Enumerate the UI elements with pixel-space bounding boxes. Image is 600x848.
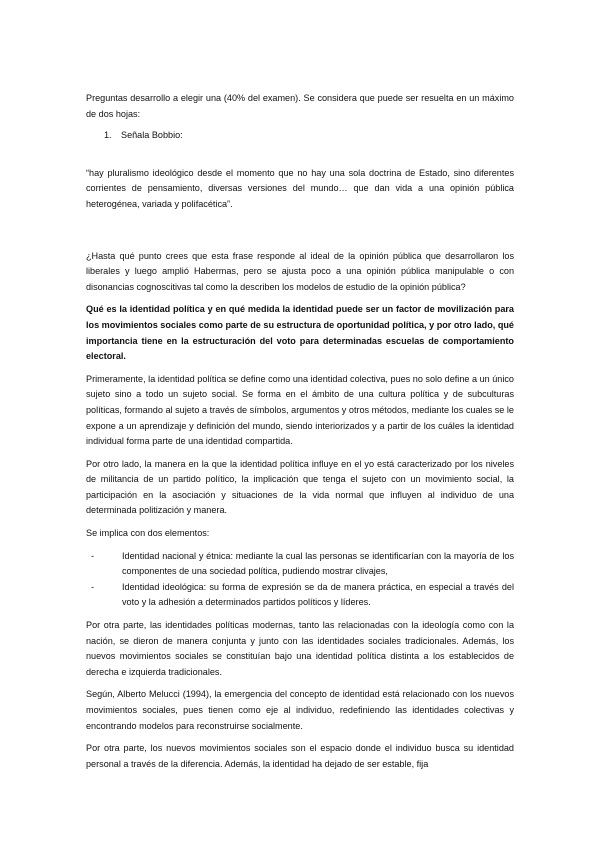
paragraph-1: Primeramente, la identidad política se define como una identidad colectiva, pues no solo define a un único sujeto sino a todo un sujeto social. Se forma en el ámbito de una cultura política y de subculturas políticas, formando al sujeto a través de símbolos, argumentos y otros métodos, mediante los cuales se le expone a un aprendizaje y definición del mundo, siendo interiorizados y a partir de los cuáles la identidad individual forma parte de una identidad compartida. xyxy=(86,373,514,447)
bobbio-quote: “hay pluralismo ideológico desde el momento que no hay una sola doctrina de Estado, sino diferentes corrientes de pensamiento, diversas versiones del mundo… que dan vida a una opinión pública heterogénea, variada y polifacética”. xyxy=(86,167,514,209)
bullet-marker: - xyxy=(91,550,95,561)
paragraph-5: Según, Alberto Melucci (1994), la emergencia del concepto de identidad está relacionado con los nuevos movimientos sociales, pues tienen como eje al individuo, redefiniendo las identidades colectivas y encontrando modelos para reconstruirse socialmente. xyxy=(86,689,514,731)
numbered-item xyxy=(104,128,514,144)
question-text: ¿Hasta qué punto crees que esta frase responde al ideal de la opinión pública que desarrollaron los liberales y luego amplió Habermas, pero se ajusta poco a una opinión pública manipulable o con disonancias cognoscitivas tal como la describen los modelos de estudio de la opinión pública? xyxy=(86,250,514,292)
bullet-text: Identidad nacional y étnica: mediante la cual las personas se identificarían con la mayoría de los componentes de una sociedad política, pudiendo mostrar clivajes, xyxy=(122,550,514,577)
paragraph-4: Por otra parte, las identidades políticas modernas, tanto las relacionadas con la ideología como con la nación, se dieron de manera conjunta y junto con las identidades sociales tradicionales. Además, los nuevos movimientos sociales se constituían bajo una identidad política distinta a los establecidos de derecha e izquierda tradicionales. xyxy=(86,620,514,677)
item-number: 1. xyxy=(104,130,112,141)
bullet-list xyxy=(86,549,514,611)
item-label: Señala Bobbio: xyxy=(121,130,183,141)
list-item xyxy=(91,549,514,580)
paragraph-2: Por otro lado, la manera en la que la identidad política influye en el yo está caracterizado por los niveles de militancia de un partido político, la implicación que tenga el sujeto con un movimiento social, la participación en la asociación y situaciones de la vida normal que influyen al individuo de una determinada politización y manera. xyxy=(86,458,514,516)
bullet-marker: - xyxy=(91,581,95,592)
bold-question: Qué es la identidad política y en qué medida la identidad puede ser un factor de movilización para los movimientos sociales como parte de su estructura de oportunidad política, y por otro lado, qué importancia tiene en la estructuración del voto para determinadas escuelas de comportamiento electoral. xyxy=(86,304,514,362)
paragraph-6: Por otra parte, los nuevos movimientos sociales son el espacio donde el individuo busca su identidad personal a través de la diferencia. Además, la identidad ha dejado de ser estable, fija xyxy=(86,743,514,769)
intro-text: Preguntas desarrollo a elegir una (40% del examen). Se considera que puede ser resuelta en un máximo de dos hojas: xyxy=(86,93,514,119)
paragraph-3: Se implica con dos elementos: xyxy=(86,528,210,539)
bullet-text: Identidad ideológica: su forma de expresión se da de manera práctica, en especial a través del voto y la adhesión a determinados partidos políticos y líderes. xyxy=(122,581,514,608)
document-body xyxy=(86,91,514,779)
list-item xyxy=(91,580,514,611)
